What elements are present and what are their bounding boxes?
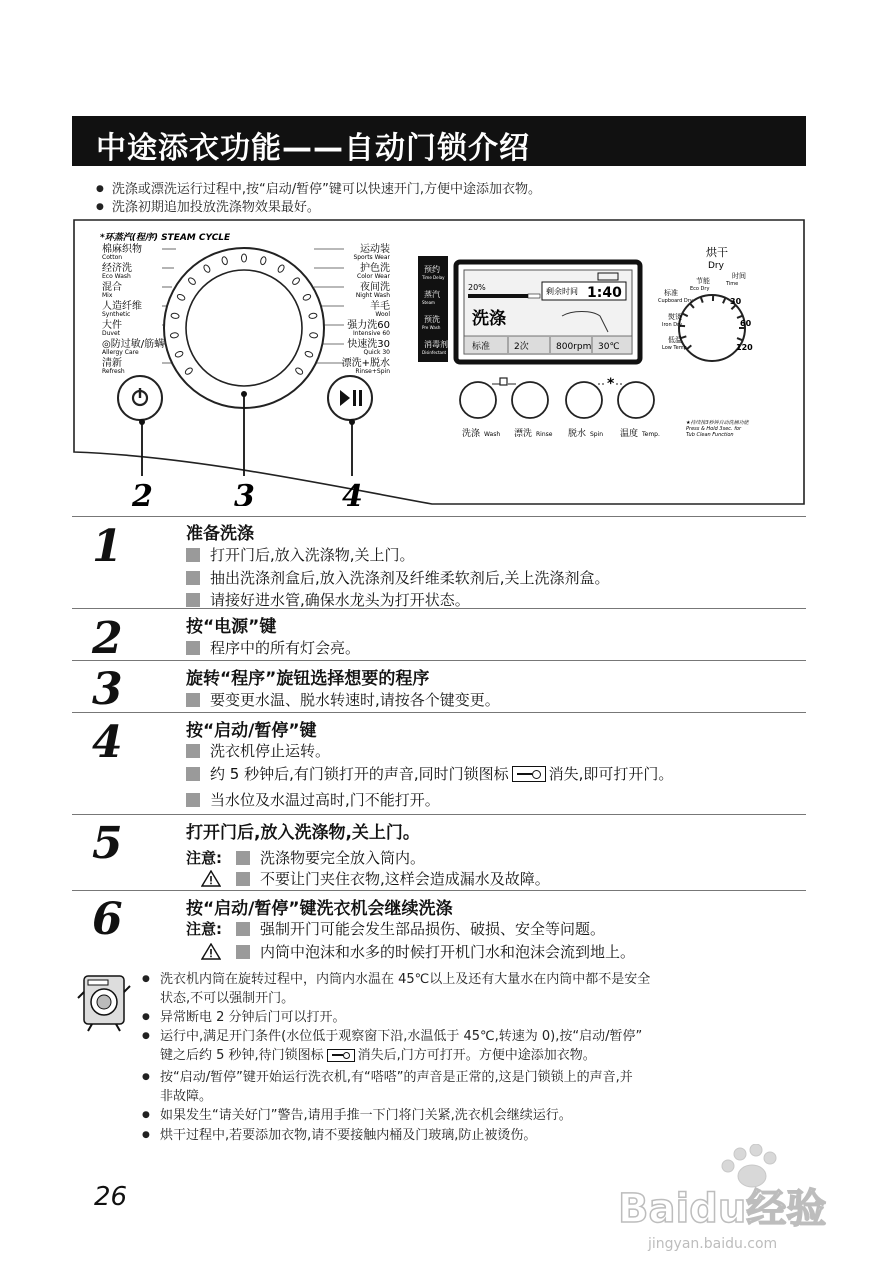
side-button-en-2: Pre Wash	[422, 325, 441, 330]
display-percent: 20%	[468, 283, 486, 292]
washing-machine-mascot-icon	[74, 968, 134, 1032]
callout-2: 2	[132, 479, 153, 506]
dry-time-1: 60	[740, 319, 752, 328]
page-title: 中途添衣功能——自动门锁介绍	[96, 131, 530, 166]
note-line: ● 如果发生“请关好门”警告,请用手推一下门将门关紧,洗衣机会继续运行。	[142, 1108, 572, 1123]
program-left-6: 清新	[102, 358, 122, 369]
step-title: 准备洗涤	[186, 524, 254, 544]
note-line: ● 运行中,满足开门条件(水位低于观察窗下沿,水温低于 45℃,转速为 0),按“启动/暂停”	[142, 1029, 643, 1044]
program-left-5: ◎防过敏/筋螨	[102, 339, 165, 350]
step-bullet: 当水位及水温过高时,门不能打开。	[186, 789, 440, 810]
func-label-en-0: Wash	[484, 431, 501, 438]
step-bullet: 不要让门夹住衣物,这样会造成漏水及故障。	[186, 868, 550, 889]
side-button-en-0: Time Delay	[422, 275, 445, 280]
step-bullet: 要变更水温、脱水转速时,请按各个键变更。	[186, 689, 500, 710]
warning-icon	[186, 943, 236, 961]
step-number: 6	[92, 894, 123, 945]
dry-label-4: 时间	[732, 272, 746, 280]
program-right-en-1: Color Wear	[357, 273, 390, 280]
step-bullet: 注意: 洗涤物要完全放入筒内。	[186, 849, 426, 867]
step-divider	[72, 712, 806, 713]
side-button-en-3: Disinfectant	[422, 350, 447, 355]
display-remaining-time: 1:40	[587, 285, 622, 301]
func-label-0: 洗涤	[462, 429, 481, 439]
display-mode: 洗涤	[472, 309, 506, 329]
spin-button	[566, 382, 602, 418]
program-right-4: 强力洗60	[347, 320, 390, 331]
page-number: 26	[94, 1182, 128, 1212]
program-left-en-4: Duvet	[102, 330, 121, 337]
program-left-en-2: Mix	[102, 292, 113, 299]
program-left-en-1: Eco Wash	[102, 273, 131, 280]
program-dial-inner	[186, 270, 302, 386]
side-button-3[interactable]: 消毒剂	[424, 340, 448, 349]
program-right-en-2: Night Wash	[355, 292, 390, 299]
dry-label-en-2: Iron Dry	[662, 322, 683, 328]
note-label: 注意:	[186, 849, 222, 867]
step-bullet: 请接好进水管,确保水龙头为打开状态。	[186, 589, 470, 610]
program-left-2: 混合	[102, 282, 122, 293]
func-label-1: 漂洗	[514, 429, 533, 439]
dry-time-0: 30	[730, 297, 742, 306]
side-button-2[interactable]: 预洗	[424, 315, 440, 324]
program-left-1: 经济洗	[102, 263, 132, 274]
intro-line-1: ● 洗涤或漂洗运行过程中,按“启动/暂停”键可以快速开门,方便中途添加衣物。	[96, 178, 541, 197]
dry-label-1: 标准	[664, 289, 678, 297]
step-bullet: 抽出洗涤剂盒后,放入洗涤剂及纤维柔软剂后,关上洗涤剂盒。	[186, 567, 610, 588]
step-title: 打开门后,放入洗涤物,关上门。	[186, 823, 420, 843]
program-right-0: 运动装	[360, 244, 390, 255]
temp-button	[618, 382, 654, 418]
callout-3: 3	[234, 479, 255, 506]
program-right-en-6: Rinse+Spin	[355, 368, 390, 375]
program-right-2: 夜间洗	[360, 282, 390, 293]
func-label-en-3: Temp.	[642, 431, 660, 438]
dry-label-en-4: Time	[726, 281, 739, 287]
step-divider	[72, 890, 806, 891]
side-button-1[interactable]: 蒸汽	[424, 290, 440, 299]
program-left-4: 大件	[102, 320, 122, 331]
program-right-en-5: Quick 30	[363, 349, 390, 356]
note-label: 注意:	[186, 920, 222, 938]
note-line: ● 按“启动/暂停”键开始运行洗衣机,有“嗒嗒”的声音是正常的,这是门锁锁上的声音,并	[142, 1070, 633, 1085]
press-hold-note-1: Press & Hold 3sec. for	[686, 426, 742, 432]
note-line: ● 洗衣机内筒在旋转过程中，内筒内水温在 45℃以上及还有大量水在内筒中都不是安全	[142, 972, 651, 987]
program-left-3: 人造纤维	[102, 301, 142, 312]
func-label-en-2: Spin	[590, 431, 604, 438]
program-right-6: 漂洗+脱水	[341, 358, 390, 369]
dry-label-en-0: Eco Dry	[690, 286, 710, 292]
step-number: 1	[92, 521, 123, 572]
dry-label-en-1: Cupboard Dry	[658, 298, 693, 304]
program-right-en-3: Wool	[375, 311, 390, 318]
side-button-en-1: Steam	[422, 300, 435, 305]
program-right-en-4: Intensive 60	[353, 330, 390, 337]
step-bullet: 打开门后,放入洗涤物,关上门。	[186, 544, 415, 565]
step-divider	[72, 660, 806, 661]
dry-label-en-3: Low Temp.	[662, 345, 689, 351]
intro-line-2: ● 洗涤初期追加投放洗涤物效果最好。	[96, 196, 320, 215]
press-hold-note-2: Tub Clean Function	[686, 432, 734, 438]
callout-4: 4	[342, 479, 363, 506]
door-lock-icon	[327, 1049, 355, 1062]
watermark-brand: Baidu经验	[618, 1186, 827, 1232]
program-left-en-3: Synthetic	[102, 311, 131, 318]
note-line: ● 烘干过程中,若要添加衣物,请不要接触内桶及门玻璃,防止被烫伤。	[142, 1128, 537, 1143]
press-hold-note-0: ★持续按3秒钟自动洗桶功能	[686, 420, 749, 426]
step-divider	[72, 516, 806, 517]
step-divider	[72, 814, 806, 815]
dry-title-en: Dry	[708, 261, 724, 271]
dry-label-3: 低温	[668, 336, 682, 344]
program-right-1: 护色洗	[360, 263, 390, 274]
note-line: ● 异常断电 2 分钟后门可以打开。	[142, 1010, 346, 1025]
step-number: 3	[92, 664, 123, 715]
step-bullet: 注意: 强制开门可能会发生部品损伤、破损、安全等问题。	[186, 920, 606, 938]
display-cell-2: 800rpm	[556, 342, 592, 352]
control-panel-illustration	[72, 216, 806, 506]
display-cell-3: 30℃	[598, 342, 620, 352]
display-cell-1: 2次	[514, 342, 529, 352]
program-right-en-0: Sports Wear	[353, 254, 390, 261]
step-number: 5	[92, 818, 123, 869]
note-line: 非故障。	[160, 1089, 213, 1104]
dry-label-0: 节能	[696, 277, 710, 285]
note-line: 键之后约 5 秒钟,待门锁图标 消失后,门方可打开。方便中途添加衣物。	[160, 1048, 596, 1063]
program-title: *环蒸汽(程序) STEAM CYCLE	[100, 233, 231, 243]
step-bullet: 洗衣机停止运转。	[186, 740, 330, 761]
side-button-0[interactable]: 预约	[424, 265, 440, 274]
step-bullet: 程序中的所有灯会亮。	[186, 637, 360, 658]
step-title: 按“启动/暂停”键洗衣机会继续洗涤	[186, 899, 453, 919]
rinse-button	[512, 382, 548, 418]
star-icon: *	[607, 376, 615, 392]
step-bullet: 内筒中泡沫和水多的时候打开机门水和泡沫会流到地上。	[186, 941, 635, 962]
program-left-en-5: Allergy Care	[102, 349, 139, 356]
dry-label-2: 熨烫	[668, 313, 682, 321]
display-cell-0: 标准	[472, 342, 491, 352]
step-bullet: 约 5 秒钟后,有门锁打开的声音,同时门锁图标 消失,即可打开门。	[186, 763, 673, 784]
dry-title-zh: 烘干	[706, 246, 728, 259]
program-right-5: 快速洗30	[347, 339, 390, 350]
step-number: 2	[92, 613, 123, 664]
step-title: 按“电源”键	[186, 617, 277, 637]
step-title: 旋转“程序”旋钮选择想要的程序	[186, 669, 430, 689]
door-lock-icon	[512, 766, 546, 782]
program-right-3: 羊毛	[370, 301, 390, 312]
dry-time-2: 120	[736, 343, 753, 352]
note-line: 状态,不可以强制开门。	[160, 991, 295, 1006]
warning-icon	[186, 870, 236, 888]
baidu-jingyan-watermark	[612, 1144, 842, 1254]
func-label-en-1: Rinse	[536, 431, 553, 438]
display-remaining-label: 剩余时间	[546, 287, 578, 296]
program-left-0: 棉麻织物	[102, 244, 142, 255]
program-left-en-6: Refresh	[102, 368, 125, 375]
func-label-2: 脱水	[568, 429, 587, 439]
func-label-3: 温度	[620, 429, 639, 439]
program-left-en-0: Cotton	[102, 254, 123, 261]
step-number: 4	[92, 717, 123, 768]
step-title: 按“启动/暂停”键	[186, 721, 317, 741]
wash-button	[460, 382, 496, 418]
watermark-url: jingyan.baidu.com	[648, 1236, 778, 1252]
